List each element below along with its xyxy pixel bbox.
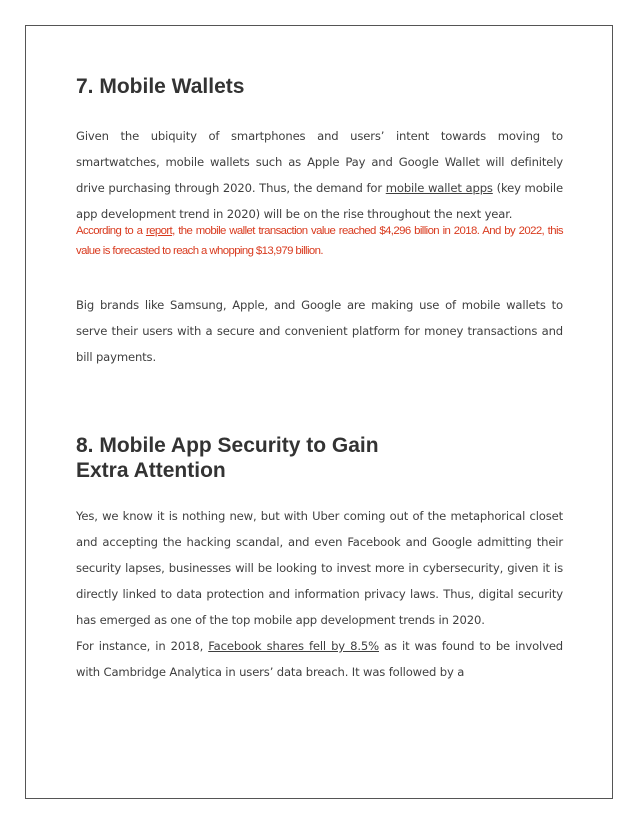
section-7-heading: 7. Mobile Wallets [76, 75, 245, 98]
section-8-paragraph-1: Yes, we know it is nothing new, but with Uber coming out of the metaphorical closet and accepting the hacking scandal, and even Facebook and Google admitting their security lapses, businesses will be looking to invest more in cybersecurity, given it is directly linked to data protection and information privacy laws. Thus, digital security has emerged as one of the top mobile app development trends in 2020. [76, 509, 563, 627]
section-7-paragraph-1-text-b: (key mobile app development trend in 2020) will be on the rise throughout the next year. [76, 181, 563, 221]
section-8-heading-line-1: 8. Mobile App Security to Gain [76, 434, 379, 457]
section-8-heading [76, 433, 563, 483]
highlight-text-a: According to a [76, 225, 146, 237]
document-content [76, 74, 563, 685]
section-8-paragraph-2-text-a: For instance, in 2018, [76, 639, 209, 653]
section-7-paragraph-1-text-a: Given the ubiquity of smartphones and users’ intent towards moving to smartwatches, mobile wallets such as Apple Pay and Google Wallet will definitely drive purchasing through 2020. Thus, the demand for [76, 129, 563, 195]
section-8-heading-line-2: Extra Attention [76, 459, 226, 482]
mobile-wallet-apps-link[interactable]: mobile wallet apps [385, 181, 493, 195]
wallet-statistic-highlight [76, 221, 563, 261]
report-link[interactable]: report [145, 225, 173, 237]
section-8-paragraph-2 [76, 633, 563, 685]
facebook-shares-link[interactable]: Facebook shares fell by 8.5% [208, 639, 379, 653]
section-8-paragraph-2-text-b: as it was found to be involved with Cambridge Analytica in users’ data breach. It was followed by a [76, 639, 564, 679]
section-7-paragraph-1 [76, 123, 563, 227]
section-7-paragraph-2: Big brands like Samsung, Apple, and Google are making use of mobile wallets to serve their users with a secure and convenient platform for money transactions and bill payments. [76, 298, 563, 364]
highlight-text-b: , the mobile wallet transaction value reached $4,296 billion in 2018. And by 2022, this value is forecasted to reach a whopping $13,979 billion. [76, 225, 563, 257]
